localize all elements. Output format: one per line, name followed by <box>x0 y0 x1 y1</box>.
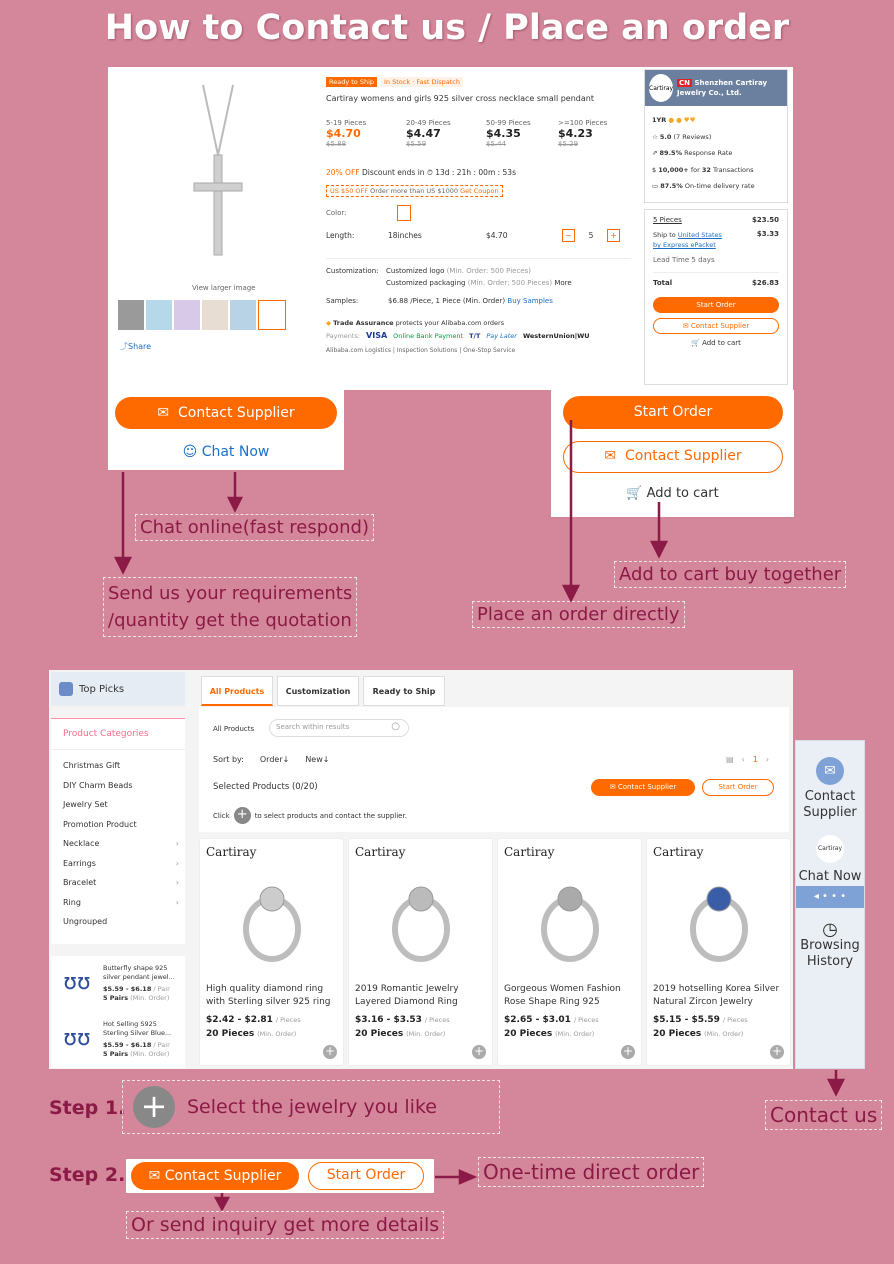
brand-logo: Cartiray <box>206 845 257 859</box>
product-card[interactable]: Cartiray 2019 hotselling Korea Silver Natural Zircon Jewelry $5.15 - $5.59 / Pieces 20 Pieces (Min. Order) + <box>646 838 791 1066</box>
page-title: How to Contact us / Place an order <box>104 8 790 48</box>
top-picks[interactable]: Top Picks <box>51 672 185 706</box>
view-larger-link[interactable]: View larger image <box>192 284 256 292</box>
plus-icon: + <box>133 1086 175 1128</box>
supplier-header: Cartiray CN Shenzhen Cartiray Jewelry Co., Ltd. <box>645 70 787 106</box>
sort-new[interactable]: New↓ <box>305 755 330 764</box>
price-tier: 50-99 Pieces $4.35 $5.44 <box>486 119 531 148</box>
chat-now-sidebar[interactable]: Cartiray Chat Now <box>796 835 864 884</box>
blue-earrings-image: ʊʊ <box>63 1025 91 1051</box>
ring-image <box>653 859 784 979</box>
category-item[interactable]: Ring › <box>63 893 185 913</box>
buy-samples-link[interactable]: Buy Samples <box>507 297 553 305</box>
order-summary-card: 5 Pieces $23.50 Ship to United States by Express ePacket $3.33 Lead Time 5 days Total $26.83 Start Order ✉ Contact Supplier 🛒 Add to cart <box>644 209 788 385</box>
price-tier: 20-49 Pieces $4.47 $5.59 <box>406 119 451 148</box>
supplier-logo: Cartiray <box>816 835 844 863</box>
step1-box: + Select the jewelry you like <box>122 1080 500 1134</box>
pagination: ▤ ‹ 1 › <box>725 755 769 764</box>
ring-image <box>504 859 635 979</box>
qty-plus-button[interactable]: + <box>607 229 620 242</box>
color-row: Color: <box>326 205 631 221</box>
category-item[interactable]: DIY Charm Beads <box>63 780 133 790</box>
contact-supplier-button[interactable]: ✉ Contact Supplier <box>563 441 783 473</box>
chat-bubble-icon: ☺ <box>182 444 198 460</box>
category-item[interactable]: Ungrouped <box>63 917 108 926</box>
mini-product[interactable]: ʊʊ Hot Selling S925 Sterling Silver Blue... $5.59 - $6.18 / Pair 5 Pairs (Min. Order) <box>57 1020 179 1076</box>
search-icon[interactable]: ○ <box>391 721 400 732</box>
cart-icon: 🛒 <box>691 339 700 347</box>
add-plus-icon[interactable]: + <box>473 1044 485 1058</box>
collapse-handle[interactable]: ◂ • • • <box>796 886 864 908</box>
tab-ready-to-ship[interactable]: Ready to Ship <box>363 676 445 706</box>
chevron-right-icon: › <box>175 839 179 848</box>
mini-products <box>51 956 185 1068</box>
contact-supplier-button[interactable]: ✉ Contact Supplier <box>131 1162 299 1190</box>
more-link[interactable]: More <box>554 279 572 287</box>
add-plus-icon[interactable]: + <box>622 1044 634 1058</box>
step2-buttons <box>126 1159 434 1193</box>
start-order-button[interactable]: Start Order <box>702 779 774 796</box>
tab-all-products[interactable]: All Products <box>201 676 273 706</box>
annotation-add-to-cart: Add to cart buy together <box>614 561 846 588</box>
brand-logo: Cartiray <box>355 845 406 859</box>
category-item[interactable]: Promotion Product <box>63 819 137 829</box>
discount-row: 20% OFF Discount ends in ⏱ 13d : 21h : 00m : 53s <box>326 168 516 177</box>
mail-icon: ✉ <box>157 405 170 421</box>
price-tier: >=100 Pieces $4.23 $5.29 <box>558 119 608 148</box>
annotation-inquiry: Or send inquiry get more details <box>126 1211 444 1239</box>
add-plus-icon[interactable]: + <box>324 1044 336 1058</box>
ring-image <box>355 859 486 979</box>
product-grid <box>199 838 791 1066</box>
mail-icon: ✉ <box>682 322 689 330</box>
contact-supplier-button[interactable]: ✉ Contact Supplier <box>591 779 695 796</box>
star-icon: ☆ <box>652 132 658 141</box>
start-order-button[interactable]: Start Order <box>308 1162 424 1190</box>
qty-minus-button[interactable]: − <box>562 229 575 242</box>
share-link[interactable]: ⤴Share <box>120 342 152 351</box>
butterfly-earrings-image: ʊʊ <box>63 969 91 995</box>
clock-icon: ⏱ <box>426 168 433 177</box>
category-item[interactable]: Bracelet › <box>63 873 185 893</box>
annotation-chat-online: Chat online(fast respond) <box>135 514 374 541</box>
add-to-cart-button[interactable]: 🛒 Add to cart <box>626 486 719 501</box>
stock-badge: In Stock · Fast Dispatch <box>381 77 463 87</box>
coupon-row: US $50 OFF Order more than US $1000 Get Coupon <box>326 185 503 197</box>
side-toolbar <box>795 740 865 1069</box>
category-list <box>51 718 185 944</box>
add-plus-icon[interactable]: + <box>771 1044 783 1058</box>
top-picks-icon <box>59 682 73 696</box>
annotation-place-order: Place an order directly <box>472 601 685 628</box>
selected-count: Selected Products (0/20) <box>213 782 318 792</box>
all-products-label: All Products <box>213 725 255 733</box>
filter-area <box>199 707 789 832</box>
product-card[interactable]: Cartiray High quality diamond ring with Sterling silver 925 ring $2.42 - $2.81 / Pieces 20 Pieces (Min. Order) + <box>199 838 344 1066</box>
qty-input[interactable]: 5 <box>588 231 594 240</box>
store-tabs <box>201 676 445 706</box>
length-row: Length: 18inches $4.70 − 5 + <box>326 229 631 242</box>
badge-icons: ● ● ♥♥ <box>668 116 696 124</box>
mail-icon: ✉ <box>148 1168 161 1184</box>
category-item[interactable]: Necklace › <box>63 834 185 854</box>
brand-logo: Cartiray <box>653 845 704 859</box>
start-order-button[interactable]: Start Order <box>653 297 779 313</box>
samples-row: Samples: $6.88 /Piece, 1 Piece (Min. Order) Buy Samples <box>326 297 553 305</box>
ready-to-ship-badge: Ready to Ship <box>326 77 377 87</box>
sort-row: Sort by: Order↓ New↓ <box>213 755 330 764</box>
click-hint: Click + to select products and contact the supplier. <box>213 807 407 822</box>
services-row: Alibaba.com Logistics | Inspection Solutions | One-Stop Service <box>326 347 516 354</box>
contact-supplier-sidebar[interactable]: ✉ Contact Supplier <box>796 741 864 821</box>
browsing-history[interactable]: ◷ Browsing History <box>796 922 864 970</box>
brand-logo: Cartiray <box>504 845 555 859</box>
tab-customization[interactable]: Customization <box>277 676 359 706</box>
step1-label: Step 1. <box>49 1097 126 1119</box>
categories-title: Product Categories <box>51 719 185 750</box>
annotation-contact-us: Contact us <box>765 1100 882 1130</box>
chevron-right-icon: › <box>175 897 179 907</box>
customization-row: Customization: Customized logo (Min. Order: 500 Pieces) Customized packaging (Min. Order: 500 Pieces) More <box>326 267 572 287</box>
share-icon: ⤴ <box>120 342 128 351</box>
chevron-right-icon: › <box>175 858 179 868</box>
prev-page-icon[interactable]: ‹ <box>741 755 745 764</box>
category-item[interactable]: Christmas Gift <box>63 761 121 770</box>
category-item[interactable]: Jewelry Set <box>63 800 108 809</box>
contact-supplier-button[interactable]: ✉ Contact Supplier <box>653 318 779 334</box>
chat-icon: ⇗ <box>652 149 658 157</box>
product-card[interactable]: Cartiray 2019 Romantic Jewelry Layered Diamond Ring $3.16 - $3.53 / Pieces 20 Pieces (Min. Order) + <box>348 838 493 1066</box>
chevron-right-icon: › <box>175 878 179 887</box>
clock-icon: ◷ <box>822 919 838 940</box>
shield-icon: ◆ <box>326 319 331 327</box>
category-item[interactable]: Earrings › <box>63 854 185 874</box>
product-card[interactable]: Cartiray Gorgeous Women Fashion Rose Shape Ring 925 $2.65 - $3.01 / Pieces 20 Pieces (Min. Order) + <box>497 838 642 1066</box>
truck-icon: ▭ <box>652 182 659 190</box>
annotation-one-time-order: One-time direct order <box>478 1157 704 1187</box>
supplier-logo[interactable]: Cartiray <box>649 74 673 102</box>
payments-row: Payments: VISA Online Bank Payment T/T Pay Later WesternUnion|WU <box>326 331 590 340</box>
mail-icon: ✉ <box>609 783 616 791</box>
chat-now-button[interactable]: ☺ Chat Now <box>182 444 270 460</box>
ring-image <box>206 859 337 979</box>
dollar-icon: $ <box>652 165 657 174</box>
annotation-send-requirements: Send us your requirements /quantity get the quotation <box>103 577 357 637</box>
supplier-name[interactable]: Shenzhen Cartiray Jewelry Co., Ltd. <box>677 79 768 97</box>
start-order-button[interactable]: Start Order <box>563 396 783 429</box>
contact-supplier-button[interactable]: ✉ Contact Supplier <box>115 397 337 429</box>
supplier-card: Cartiray CN Shenzhen Cartiray Jewelry Co., Ltd. 1YR ● ● ♥♥ ☆ 5.0 (7 Reviews) ⇗ 89.5% Response Rate $ 10,000+ for 32 Transactions ▭ 87.5% On-time delivery rate <box>644 69 788 203</box>
view-toggle-icon[interactable]: ▤ <box>725 755 734 764</box>
mail-icon: ✉ <box>604 448 617 464</box>
mail-circle-icon: ✉ <box>816 757 844 785</box>
add-to-cart-button[interactable]: 🛒 Add to cart <box>691 339 741 347</box>
cart-icon: 🛒 <box>626 486 643 501</box>
trade-assurance: ◆ Trade Assurance protects your Alibaba.com orders <box>326 319 505 327</box>
next-page-icon[interactable]: › <box>765 755 769 764</box>
get-coupon-link[interactable]: Get Coupon <box>460 187 499 195</box>
search-input[interactable]: Search within results ○ <box>269 719 409 737</box>
step2-label: Step 2. <box>49 1164 126 1186</box>
price-tier: 5-19 Pieces $4.70 $5.88 <box>326 119 367 148</box>
sort-order[interactable]: Order↓ <box>259 755 290 764</box>
mini-product[interactable]: ʊʊ Butterfly shape 925 silver pendant jewel... $5.59 - $6.18 / Pair 5 Pairs (Min. Order) <box>57 964 179 1020</box>
store-panel <box>49 670 793 1069</box>
plus-icon: + <box>234 807 251 824</box>
product-name: Cartiray womens and girls 925 silver cross necklace small pendant <box>326 94 594 103</box>
